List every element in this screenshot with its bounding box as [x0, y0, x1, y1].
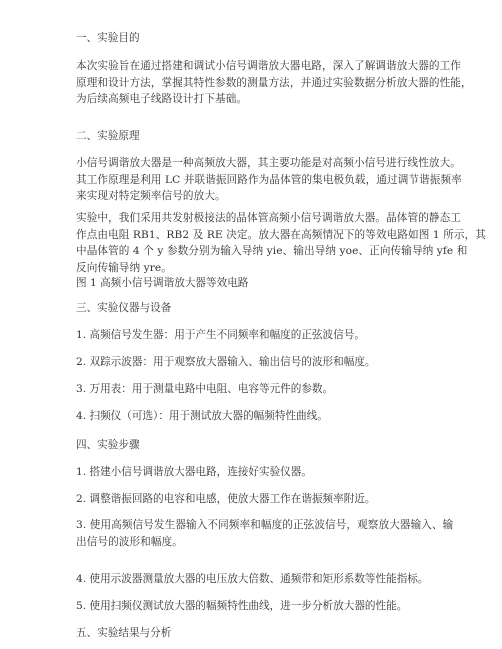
text-line: 为后续高频电子线路设计打下基础。	[76, 93, 248, 106]
text-line: 作点由电阻 RB1、RB2 及 RE 决定。放大器在高频情况下的等效电路如图 1 所示，其	[76, 228, 486, 241]
text-line: 本次实验旨在通过搭建和调试小信号调谐放大器电路，深入了解调谐放大器的工作	[76, 60, 461, 72]
text-line: 小信号调谐放大器是一种高频放大器，其主要功能是对高频小信号进行线性放大。	[76, 157, 461, 169]
principle-paragraph-2	[76, 210, 486, 276]
step-item: 4. 使用示波器测量放大器的电压放大倍数、通频带和矩形系数等性能指标。	[76, 573, 429, 585]
section-heading-steps: 四、实验步骤	[76, 439, 140, 451]
text-line: 中晶体管的 4 个 y 参数分别为输入导纳 yie、输出导纳 yoe、正向传输导纳 yfe 和	[76, 245, 468, 258]
equipment-item: 3. 万用表：用于测量电路中电阻、电容等元件的参数。	[76, 383, 334, 395]
text-line: 实验中，我们采用共发射极接法的晶体管高频小信号调谐放大器。晶体管的静态工	[76, 212, 461, 224]
objective-paragraph	[76, 58, 472, 108]
equipment-item: 2. 双踪示波器：用于观察放大器输入、输出信号的波形和幅度。	[76, 356, 376, 368]
text-line: 来实现对特定频率信号的放大。	[76, 190, 226, 203]
text-line: 3. 使用高频信号发生器输入不同频率和幅度的正弦波信号，观察放大器输入、输	[76, 519, 454, 531]
equipment-item: 4. 扫频仪（可选）：用于测试放大器的幅频特性曲线。	[76, 410, 328, 422]
text-line: 出信号的波形和幅度。	[76, 535, 183, 548]
section-heading-equipment: 三、实验仪器与设备	[76, 302, 172, 314]
section-heading-principle: 二、实验原理	[76, 130, 140, 142]
step-item: 5. 使用扫频仪测试放大器的幅频特性曲线，进一步分析放大器的性能。	[76, 600, 408, 612]
equipment-item: 1. 高频信号发生器：用于产生不同频率和幅度的正弦波信号。	[76, 329, 365, 341]
section-heading-objective: 一、实验目的	[76, 32, 140, 44]
principle-paragraph-1	[76, 155, 462, 205]
step-item: 1. 搭建小信号调谐放大器电路，连接好实验仪器。	[76, 466, 312, 478]
step-item-multiline	[76, 517, 454, 550]
text-line: 其工作原理是利用 LC 并联谐振回路作为晶体管的集电极负载，通过调节谐振频率	[76, 173, 462, 186]
section-heading-results: 五、实验结果与分析	[76, 627, 172, 639]
text-line: 原理和设计方法，掌握其特性参数的测量方法，并通过实验数据分析放大器的性能，	[76, 76, 472, 89]
text-line: 反向传输导纳 yre。	[76, 261, 172, 274]
step-item: 2. 调整谐振回路的电容和电感，使放大器工作在谐振频率附近。	[76, 493, 376, 505]
figure-caption: 图 1 高频小信号调谐放大器等效电路	[76, 277, 249, 289]
